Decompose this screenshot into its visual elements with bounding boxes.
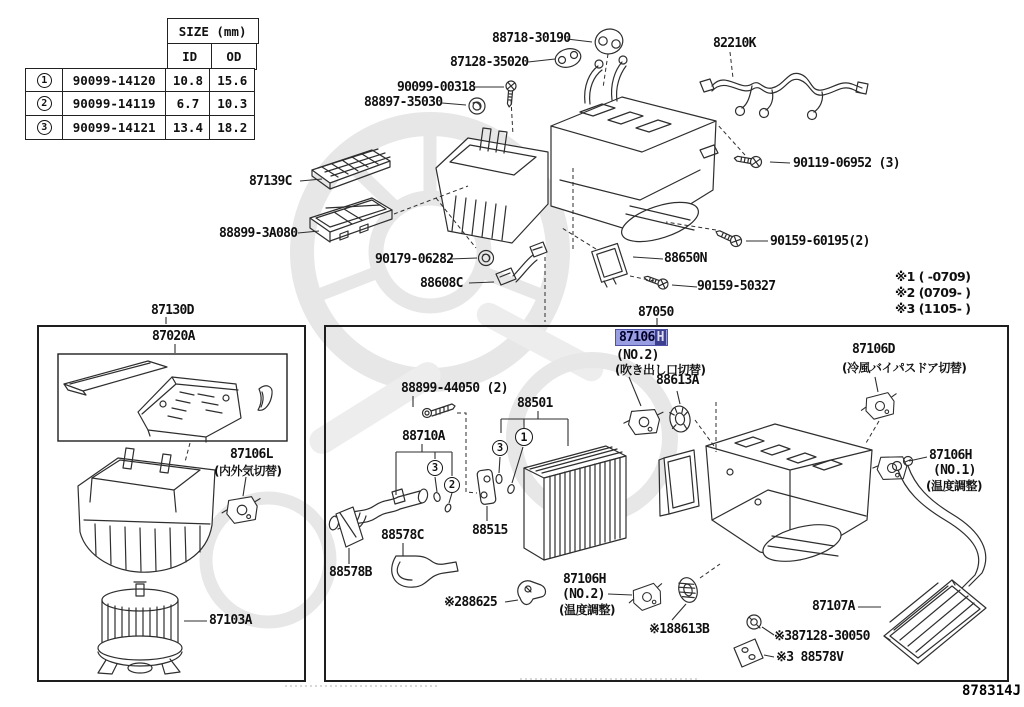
row-number-badge: 2: [37, 96, 52, 111]
nut-87128-30050-art: [747, 615, 761, 629]
note-2: ※2 (0709- ): [895, 285, 971, 300]
selected-part-suffix: H: [656, 330, 664, 345]
callout-90179-06282[interactable]: 90179-06282: [375, 252, 454, 267]
hose-88578c-art: [392, 556, 458, 587]
intake-bracket-art: [258, 386, 272, 410]
size-table-title: SIZE (mm): [167, 18, 259, 44]
hvac-assembly-art: [436, 56, 718, 250]
callout-88501[interactable]: 88501: [517, 396, 553, 411]
row-od-mm: 10.3: [209, 91, 255, 116]
callout-87128-30050[interactable]: ※387128-30050: [774, 629, 870, 644]
screw-50327-art: [642, 272, 669, 290]
size-marker-1: 1: [515, 428, 533, 446]
servo-87106d-art: [860, 392, 898, 420]
callout-87106h-selected-no: (NO.2): [616, 348, 659, 363]
row-id-mm: 10.8: [165, 68, 211, 93]
callout-87106h-no1-function: (温度調整): [926, 479, 982, 493]
bolt-88899-44050-art: [423, 404, 456, 418]
callout-87106h-selected[interactable]: [616, 330, 667, 345]
clamp-88625-art: [518, 581, 546, 605]
row-part-number: 90099-14119: [62, 91, 167, 116]
callout-87106l[interactable]: 87106L: [230, 447, 273, 462]
callout-87106h-temp-function: (温度調整): [559, 603, 615, 617]
callout-87106h-selected-function: (吹き出し口切替): [615, 363, 706, 377]
callout-87106l-function: (内外気切替): [214, 464, 282, 478]
callout-87106h-temp[interactable]: 87106H: [563, 572, 606, 587]
callout-88897-35030[interactable]: 88897-35030: [364, 95, 443, 110]
row-part-number: 90099-14120: [62, 68, 167, 93]
callout-88650n[interactable]: 88650N: [664, 251, 707, 266]
callout-87106h-no1-no: (NO.1): [933, 463, 976, 478]
callout-87050[interactable]: 87050: [638, 305, 674, 320]
callout-90159-50327[interactable]: 90159-50327: [697, 279, 776, 294]
callout-87106h-no1[interactable]: 87106H: [929, 448, 972, 463]
harness-82210k-art: [700, 73, 868, 119]
clip-87128-art: [553, 46, 583, 70]
callout-82210k[interactable]: 82210K: [713, 36, 756, 51]
screw-60195-art: [714, 227, 744, 249]
size-marker-2: 2: [444, 477, 460, 493]
size-table-row: [27, 93, 259, 116]
callout-87106d[interactable]: 87106D: [852, 342, 895, 357]
row-od-mm: 18.2: [209, 115, 255, 140]
size-table-col-id: ID: [167, 43, 213, 70]
callout-87139c[interactable]: 87139C: [249, 174, 292, 189]
size-table-row: [27, 116, 259, 139]
note-1: ※1 ( -0709): [895, 269, 971, 284]
callout-88710a[interactable]: 88710A: [402, 429, 445, 444]
heater-core-87107a-art: [884, 580, 986, 664]
callout-88625[interactable]: ※288625: [444, 595, 497, 610]
row-part-number: 90099-14121: [62, 115, 167, 140]
blower-case-art: [78, 448, 215, 572]
blower-motor-87103a-art: [98, 582, 182, 674]
callout-87128-35020[interactable]: 87128-35020: [450, 55, 529, 70]
callout-87106d-function: (冷風バイパスドア切替): [842, 361, 967, 375]
grommet-88897-art: [469, 98, 485, 114]
screw-90119-art: [733, 153, 762, 169]
size-table-col-od: OD: [211, 43, 257, 70]
callout-88613b[interactable]: ※188613B: [649, 622, 710, 637]
clip-88718-art: [595, 29, 623, 54]
callout-88899-3a080[interactable]: 88899-3A080: [219, 226, 298, 241]
callout-88899-44050[interactable]: 88899-44050 (2): [401, 381, 508, 396]
selected-part-number: 87106: [619, 330, 655, 345]
size-marker-3: 3: [492, 440, 508, 456]
servo-87106h-temp-art: [627, 582, 666, 612]
row-id-mm: 13.4: [165, 115, 211, 140]
intake-strip-art: [64, 361, 167, 395]
size-table-row: [27, 70, 259, 93]
callout-90099-00318[interactable]: 90099-00318: [397, 80, 476, 95]
size-table: [27, 20, 259, 140]
row-number-badge: 1: [37, 73, 52, 88]
row-id-mm: 6.7: [165, 91, 211, 116]
row-od-mm: 15.6: [209, 68, 255, 93]
note-3: ※3 (1105- ): [895, 301, 971, 316]
callout-88578v[interactable]: ※3 88578V: [776, 650, 844, 665]
ring-88613b-art: [676, 576, 700, 605]
pad-88578v-art: [734, 639, 763, 667]
callout-87107a[interactable]: 87107A: [812, 599, 855, 614]
callout-88608c[interactable]: 88608C: [420, 276, 463, 291]
size-marker-3: 3: [427, 460, 443, 476]
callout-87130d[interactable]: 87130D: [151, 303, 194, 318]
callout-90119-06952[interactable]: 90119-06952 (3): [793, 156, 900, 171]
callout-88578c[interactable]: 88578C: [381, 528, 424, 543]
screw-90099-art: [504, 81, 516, 108]
callout-88515[interactable]: 88515: [472, 523, 508, 538]
callout-87103a[interactable]: 87103A: [209, 613, 252, 628]
row-number-badge: 3: [37, 120, 52, 135]
callout-88613a[interactable]: 88613A: [656, 373, 699, 388]
callout-87020a[interactable]: 87020A: [152, 329, 195, 344]
amp-88650n-art: [592, 243, 628, 287]
callout-88718-30190[interactable]: 88718-30190: [492, 31, 571, 46]
callout-88578b[interactable]: 88578B: [329, 565, 372, 580]
pad-88578b-art: [336, 507, 363, 547]
valve-88515-art: [477, 469, 497, 505]
drawing-code: 878314J: [962, 683, 1022, 699]
intake-case-87020a-art: [138, 377, 241, 442]
callout-90159-60195[interactable]: 90159-60195(2): [770, 234, 870, 249]
callout-87106h-temp-no: (NO.2): [562, 587, 605, 602]
main-unit-case-art: [659, 424, 872, 568]
